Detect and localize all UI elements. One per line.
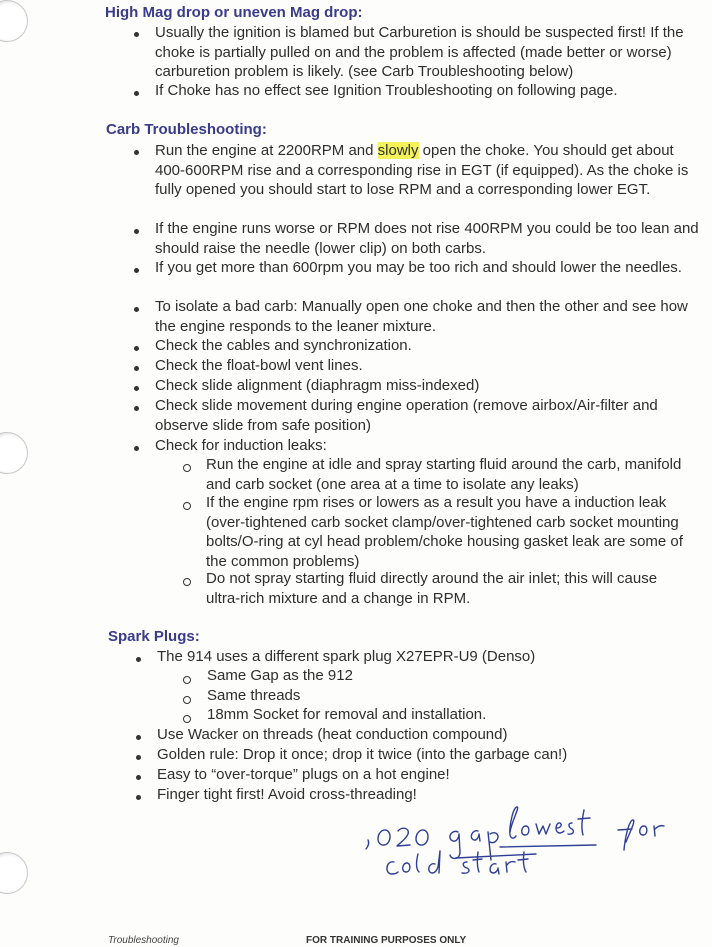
bullet xyxy=(134,366,139,371)
list-item: Finger tight first! Avoid cross-threading! xyxy=(157,786,417,803)
item-text: Run the engine at 2200RPM and xyxy=(155,142,378,159)
binder-hole-bottom xyxy=(0,852,28,894)
list-item: Check the float-bowl vent lines. xyxy=(155,357,363,374)
binder-hole-middle xyxy=(0,432,28,474)
list-item: Golden rule: Drop it once; drop it twice (into the garbage can!) xyxy=(157,746,568,763)
sub-bullet xyxy=(183,502,191,510)
list-item: The 914 uses a different spark plug X27EPR-U9 (Denso) xyxy=(157,648,536,665)
sub-list-item: 18mm Socket for removal and installation. xyxy=(207,706,487,723)
bullet xyxy=(134,406,139,411)
section-heading-carb-troubleshooting: Carb Troubleshooting: xyxy=(106,121,267,138)
sub-list-item: Same threads xyxy=(207,687,301,704)
bullet xyxy=(134,91,139,96)
sub-bullet xyxy=(183,578,191,586)
bullet xyxy=(136,755,141,760)
footer-training-notice: FOR TRAINING PURPOSES ONLY xyxy=(306,935,467,946)
section-heading-mag-drop: High Mag drop or uneven Mag drop: xyxy=(105,4,363,21)
handwritten-note xyxy=(360,802,710,892)
binder-hole-top xyxy=(0,0,28,42)
list-item: Easy to “over-torque” plugs on a hot engine! xyxy=(157,766,450,783)
list-item: If the engine runs worse or RPM does not rise 400RPM you could be too lean and should raise the needle (lower clip) on both carbs. xyxy=(155,220,699,257)
sub-bullet xyxy=(183,676,191,684)
bullet xyxy=(134,346,139,351)
bullet xyxy=(134,268,139,273)
bullet xyxy=(136,657,141,662)
list-item: Check the cables and synchronization. xyxy=(155,337,412,354)
bullet xyxy=(134,446,139,451)
sub-list-item: Do not spray starting fluid directly around the air inlet; this will cause ultra-rich mixture and a change in RPM. xyxy=(206,570,658,607)
bullet xyxy=(136,735,141,740)
list-item xyxy=(155,141,707,200)
sub-bullet xyxy=(183,696,191,704)
sub-bullet xyxy=(183,464,191,472)
sub-list-item: Same Gap as the 912 xyxy=(207,667,353,684)
bullet xyxy=(136,775,141,780)
list-item: If you get more than 600rpm you may be too rich and should lower the needles. xyxy=(155,259,682,276)
list-item: Check slide alignment (diaphragm miss-indexed) xyxy=(155,377,480,394)
sub-list-item: Run the engine at idle and spray starting fluid around the carb, manifold and carb socket (one area at a time to isolate any leaks) xyxy=(206,456,682,493)
footer-section-label: Troubleshooting xyxy=(108,935,179,946)
list-item: If Choke has no effect see Ignition Troubleshooting on following page. xyxy=(155,82,618,99)
highlighted-word: slowly xyxy=(377,142,419,159)
list-item: Check slide movement during engine operation (remove airbox/Air-filter and observe slide from safe position) xyxy=(155,397,658,434)
section-heading-spark-plugs: Spark Plugs: xyxy=(108,628,200,645)
list-item: To isolate a bad carb: Manually open one choke and then the other and see how the engine responds to the leaner mixture. xyxy=(155,298,688,335)
bullet xyxy=(134,229,139,234)
bullet xyxy=(134,386,139,391)
sub-bullet xyxy=(183,715,191,723)
list-item: Use Wacker on threads (heat conduction compound) xyxy=(157,726,508,743)
list-item: Check for induction leaks: xyxy=(155,437,327,454)
item-text: open the choke. You should get about 400-600RPM rise and a corresponding rise in EGT (if equipped). As the choke is fully opened you should start to lose RPM and a corresponding lower EGT. xyxy=(155,142,689,198)
bullet xyxy=(134,150,139,155)
list-item: Usually the ignition is blamed but Carburetion is should be suspected first! If the choke is partially pulled on and the problem is affected (made better or worse) carburetion problem is likely. (see Carb Troubleshooting below) xyxy=(155,24,684,80)
bullet xyxy=(134,32,139,37)
bullet xyxy=(136,795,141,800)
bullet xyxy=(134,307,139,312)
sub-list-item: If the engine rpm rises or lowers as a result you have a induction leak (over-tightened carb socket clamp/over-tightened carb socket mounting bolts/O-ring at cyl head problem/choke housing gasket leak are some of the common problems) xyxy=(206,494,683,570)
